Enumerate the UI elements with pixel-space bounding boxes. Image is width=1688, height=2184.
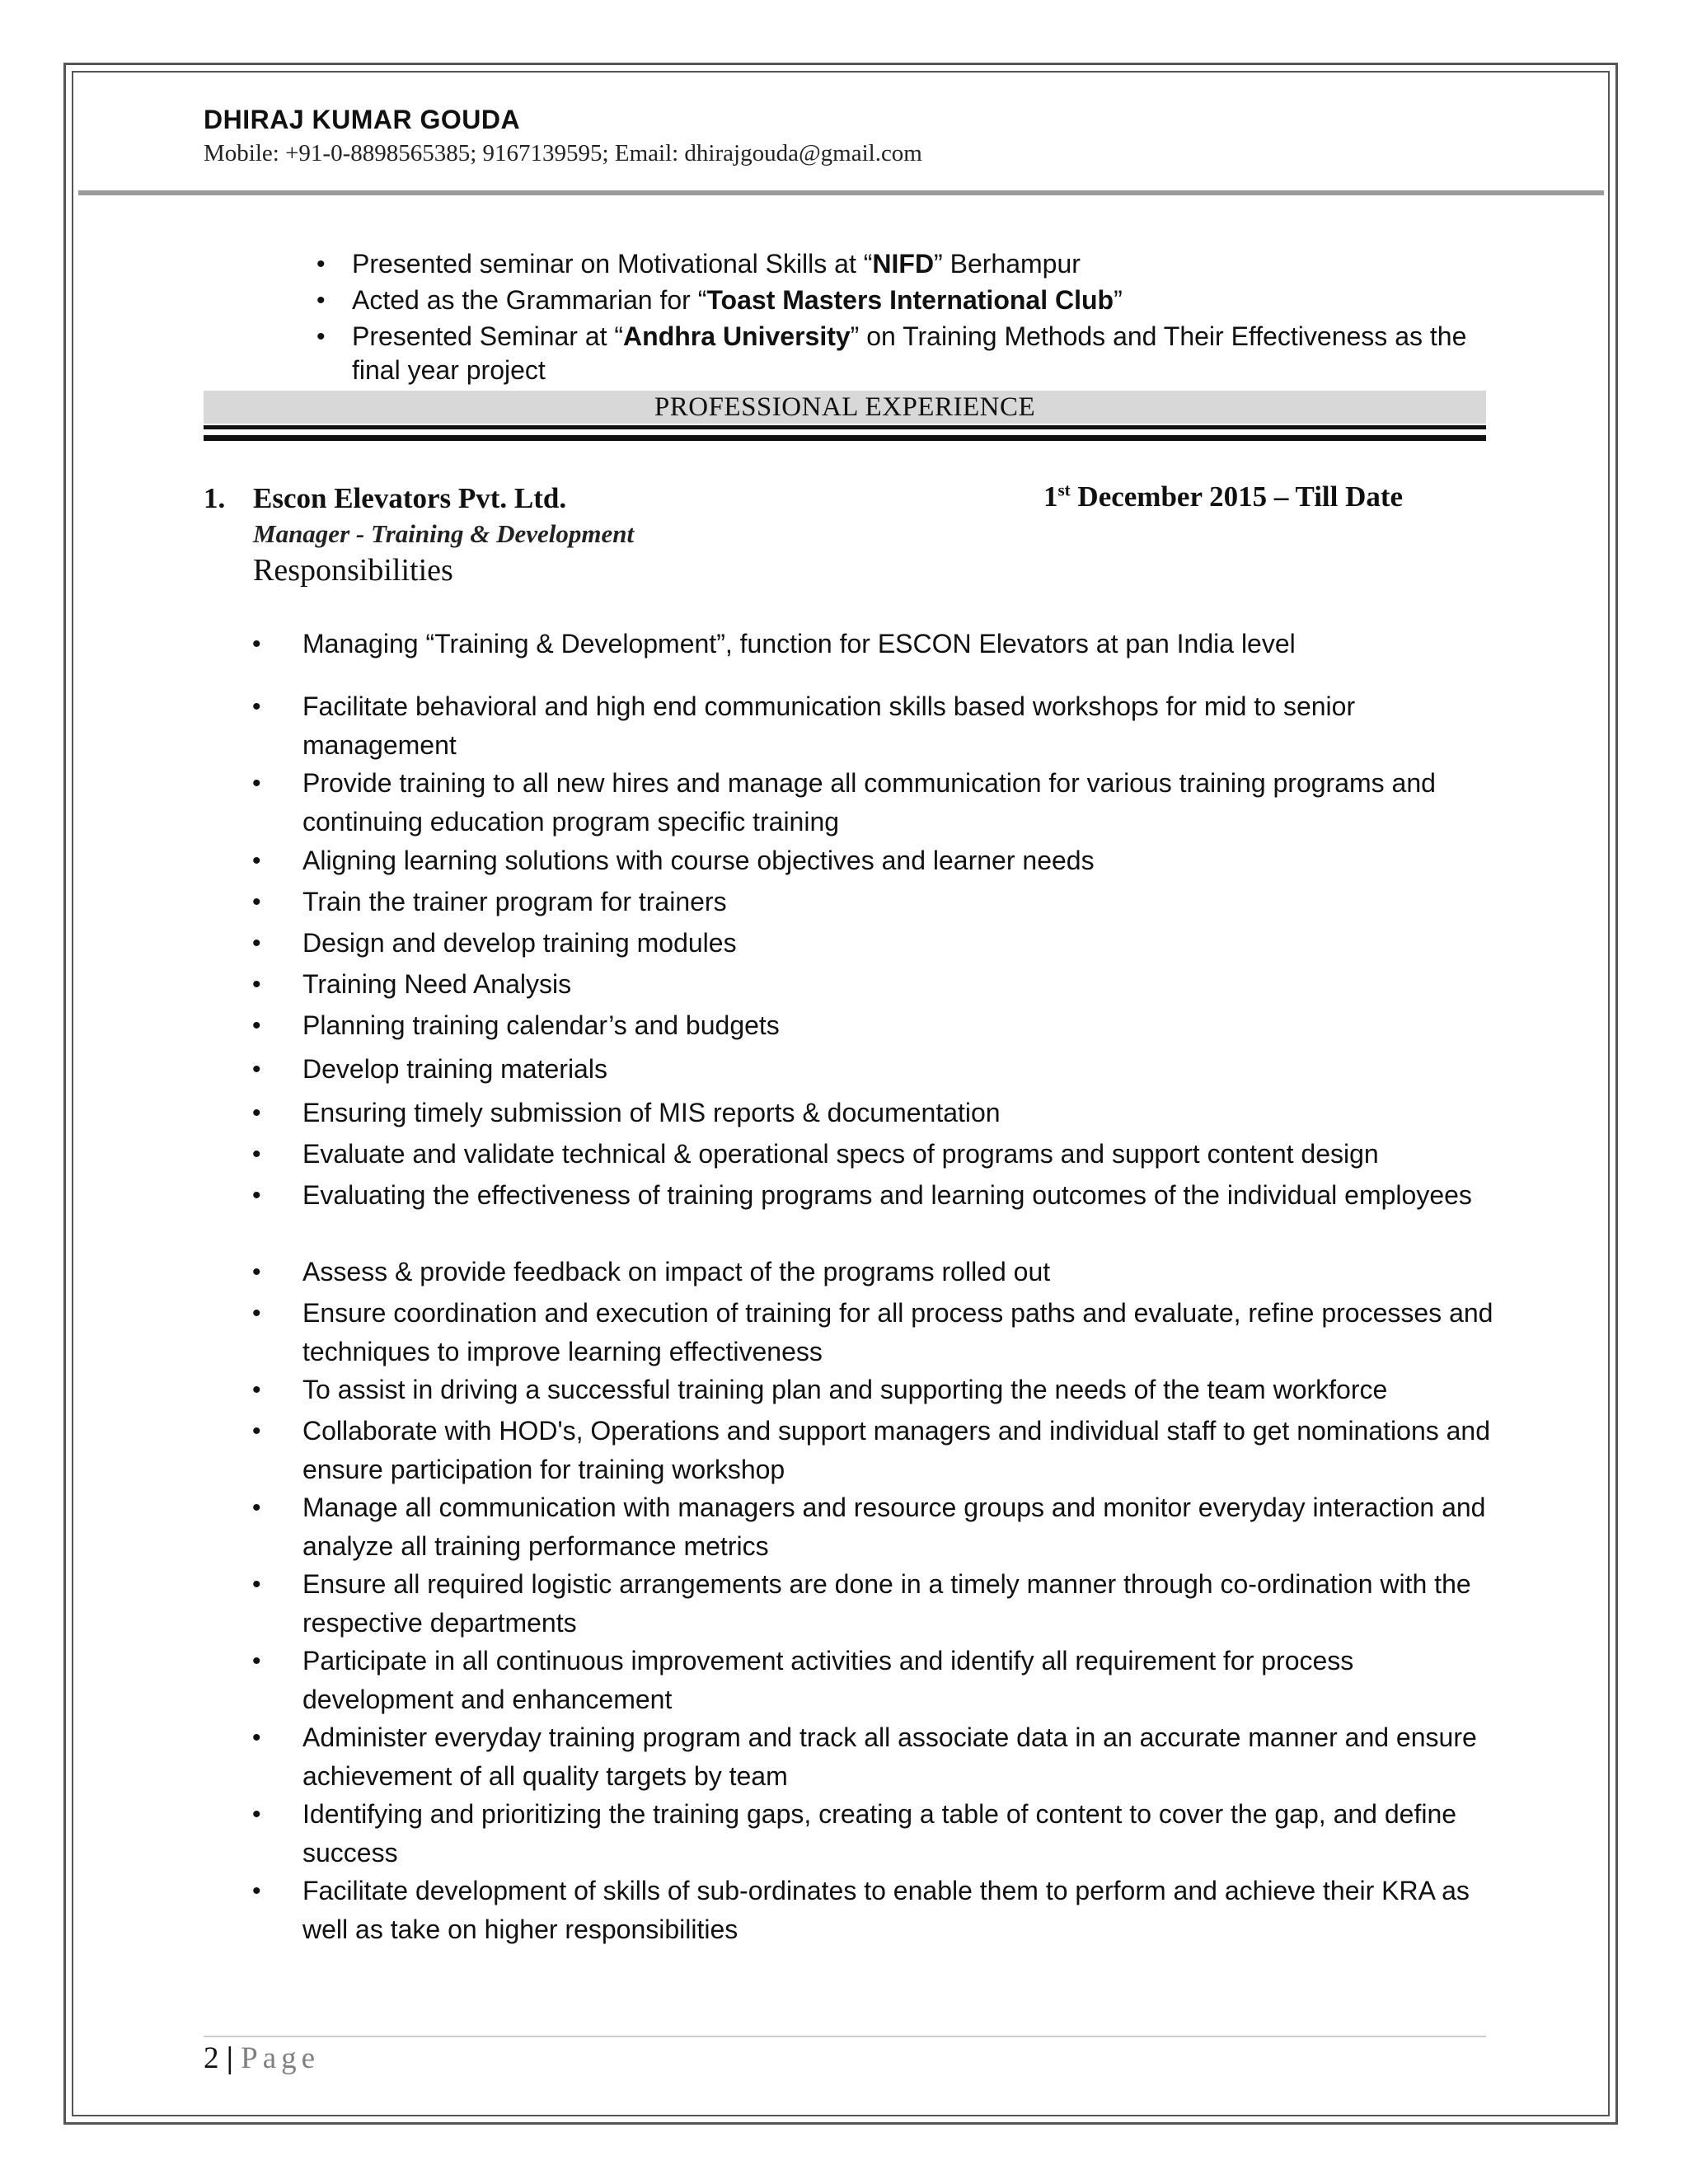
job-company: Escon Elevators Pvt. Ltd. [253,482,567,514]
list-item: • Managing “Training & Development”, function for ESCON Elevators at pan India level [247,625,1500,663]
section-heading: PROFESSIONAL EXPERIENCE [204,391,1486,424]
item-text: ” Berhampur [934,249,1081,279]
job-number: 1. [204,482,226,514]
item-text: Presented seminar on Motivational Skills at “ [352,249,873,279]
item-text: Presented Seminar at “ [352,321,624,351]
list-item: • Assess & provide feedback on impact of the programs rolled out [247,1253,1500,1291]
date-rest: December 2015 – Till Date [1070,480,1404,513]
page-word: Page [241,2041,321,2075]
list-item: • Manage all communication with managers and resource groups and monitor everyday interaction and analyze all training performance metrics [247,1488,1500,1566]
list-item: • Training Need Analysis [247,965,1500,1004]
list-item: • Provide training to all new hires and manage all communication for various training programs and continuing education program specific training [247,764,1500,841]
job-title: Manager - Training & Development [253,519,635,548]
list-item: • Ensure coordination and execution of training for all process paths and evaluate, refine processes and techniques to improve learning effectiveness [247,1294,1500,1371]
header-divider [78,190,1604,195]
list-item: • Evaluating the effectiveness of training programs and learning outcomes of the individual employees [247,1176,1500,1215]
list-item [247,284,1484,317]
list-item: • To assist in driving a successful training plan and supporting the needs of the team workforce [247,1371,1500,1409]
achievements-list [247,247,1484,390]
list-item: • Train the trainer program for trainers [247,883,1500,921]
footer-separator: | [218,2041,241,2075]
page-footer [204,2041,320,2076]
date-suffix: st [1057,480,1071,500]
candidate-name: DHIRAJ KUMAR GOUDA [204,105,521,134]
date-day: 1 [1043,480,1058,513]
section-divider [204,435,1486,441]
item-emphasis: NIFD [872,249,935,279]
list-item: • Participate in all continuous improvement activities and identify all requirement for process development and enhancement [247,1642,1500,1719]
list-item: • Administer everyday training program and track all associate data in an accurate manner and ensure achievement of all quality targets by team [247,1718,1500,1796]
section-divider [204,425,1486,429]
list-item [247,247,1484,281]
list-item: • Evaluate and validate technical & operational specs of programs and support content design [247,1135,1500,1174]
list-item: • Ensure all required logistic arrangements are done in a timely manner through co-ordination with the respective departments [247,1565,1500,1643]
item-text: Acted as the Grammarian for “ [352,285,707,315]
list-item: • Ensuring timely submission of MIS reports & documentation [247,1094,1500,1132]
list-item: • Facilitate behavioral and high end communication skills based workshops for mid to senior management [247,687,1500,765]
footer-divider [204,2036,1486,2037]
list-item: • Develop training materials [247,1050,1500,1089]
contact-line: Mobile: +91-0-8898565385; 9167139595; Email: dhirajgouda@gmail.com [204,140,922,166]
page-number: 2 [204,2041,219,2075]
list-item: • Collaborate with HOD's, Operations and support managers and individual staff to get nominations and ensure participation for training workshop [247,1412,1500,1489]
list-item: • Identifying and prioritizing the training gaps, creating a table of content to cover the gap, and define success [247,1795,1500,1872]
job-date [1043,480,1403,513]
list-item: • Aligning learning solutions with course objectives and learner needs [247,841,1500,880]
item-emphasis: Andhra University [623,321,851,351]
list-item: • Facilitate development of skills of sub-ordinates to enable them to perform and achieve their KRA as well as take on higher responsibilities [247,1872,1500,1949]
list-item [247,320,1484,387]
item-emphasis: Toast Masters International Club [706,285,1114,315]
list-item: • Design and develop training modules [247,924,1500,963]
item-text: ” on Training Methods and Their Effectiveness as the final year project [352,321,1467,385]
responsibilities-label: Responsibilities [253,553,453,588]
item-text: ” [1114,285,1123,315]
list-item: • Planning training calendar’s and budgets [247,1006,1500,1045]
